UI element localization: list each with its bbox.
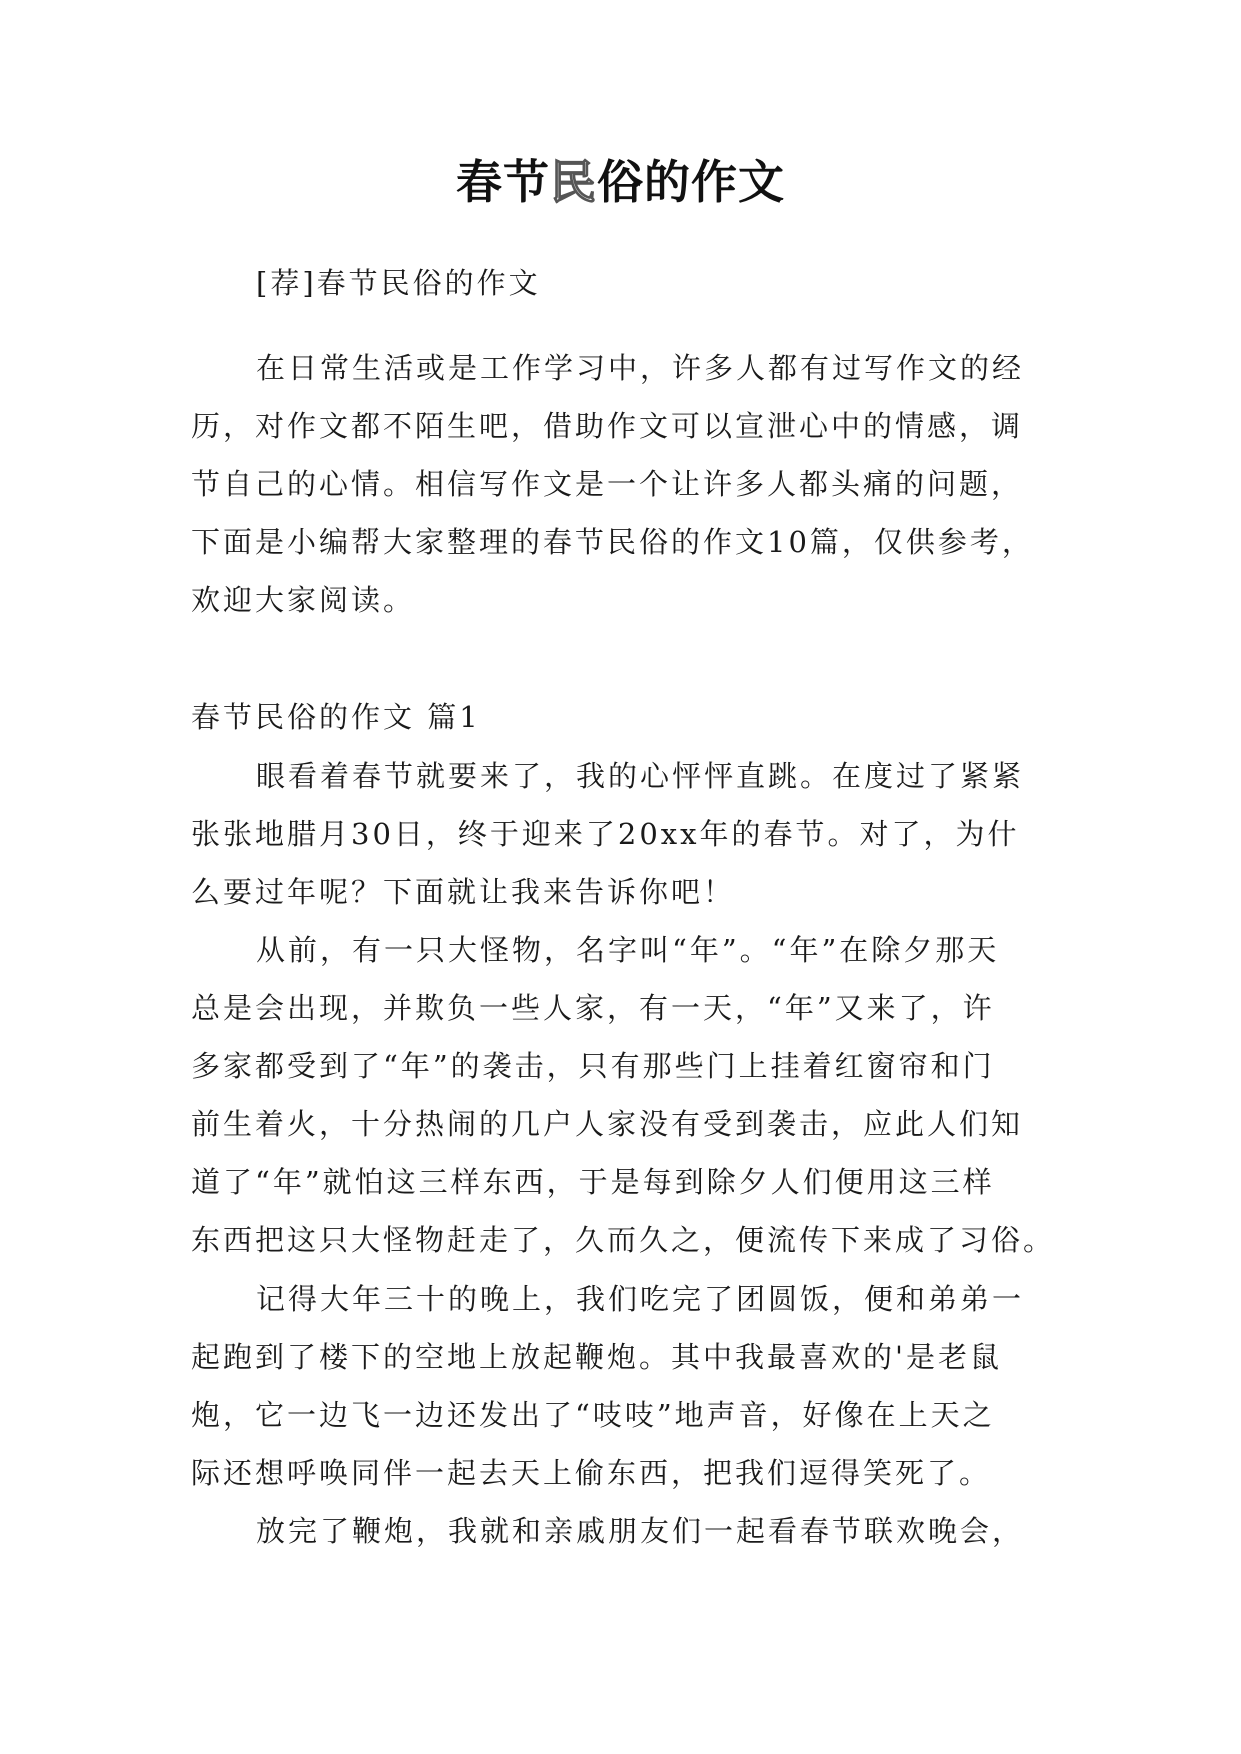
paragraph1-line-1: 眼看着春节就要来了，我的心怦怦直跳。在度过了紧紧 xyxy=(256,759,1025,793)
paragraph2-line-4: 前生着火，十分热闹的几户人家没有受到袭击，应此人们知 xyxy=(191,1107,1024,1141)
intro-line-1: 在日常生活或是工作学习中，许多人都有过写作文的经 xyxy=(256,351,1025,385)
paragraph2-line-1: 从前，有一只大怪物，名字叫“年”。“年”在除夕那天 xyxy=(256,933,1000,967)
paragraph1-line-2: 张张地腊月30日，终于迎来了20xx年的春节。对了，为什 xyxy=(191,817,1020,851)
paragraph2-line-3: 多家都受到了“年”的袭击，只有那些门上挂着红窗帘和门 xyxy=(191,1049,995,1083)
paragraph3-line-3: 炮，它一边飞一边还发出了“吱吱”地声音，好像在上天之 xyxy=(191,1398,995,1432)
intro-line-4: 下面是小编帮大家整理的春节民俗的作文10篇，仅供参考， xyxy=(191,525,1034,559)
paragraph2-line-2: 总是会出现，并欺负一些人家，有一天，“年”又来了，许 xyxy=(191,991,995,1025)
title-part-3: 俗的作文 xyxy=(597,155,785,209)
intro-line-5: 欢迎大家阅读。 xyxy=(191,583,416,617)
paragraph2-line-6: 东西把这只大怪物赶走了，久而久之，便流传下来成了习俗。 xyxy=(191,1223,1056,1257)
title-part-1: 春节 xyxy=(456,155,550,209)
page-title xyxy=(0,152,1241,212)
section-heading: 春节民俗的作文 篇1 xyxy=(191,700,481,734)
subtitle: [荐]春节民俗的作文 xyxy=(256,266,541,300)
paragraph3-line-1: 记得大年三十的晚上，我们吃完了团圆饭，便和弟弟一 xyxy=(256,1282,1025,1316)
paragraph1-line-3: 么要过年呢？下面就让我来告诉你吧！ xyxy=(191,875,736,909)
paragraph3-line-4: 际还想呼唤同伴一起去天上偷东西，把我们逗得笑死了。 xyxy=(191,1456,992,1490)
paragraph3-line-2: 起跑到了楼下的空地上放起鞭炮。其中我最喜欢的'是老鼠 xyxy=(191,1340,1002,1374)
intro-line-2: 历，对作文都不陌生吧，借助作文可以宣泄心中的情感，调 xyxy=(191,409,1024,443)
title-part-outlined: 民 xyxy=(550,155,597,209)
intro-line-3: 节自己的心情。相信写作文是一个让许多人都头痛的问题， xyxy=(191,467,1024,501)
paragraph2-line-5: 道了“年”就怕这三样东西，于是每到除夕人们便用这三样 xyxy=(191,1165,995,1199)
paragraph4-line-1: 放完了鞭炮，我就和亲戚朋友们一起看春节联欢晚会， xyxy=(256,1514,1025,1548)
